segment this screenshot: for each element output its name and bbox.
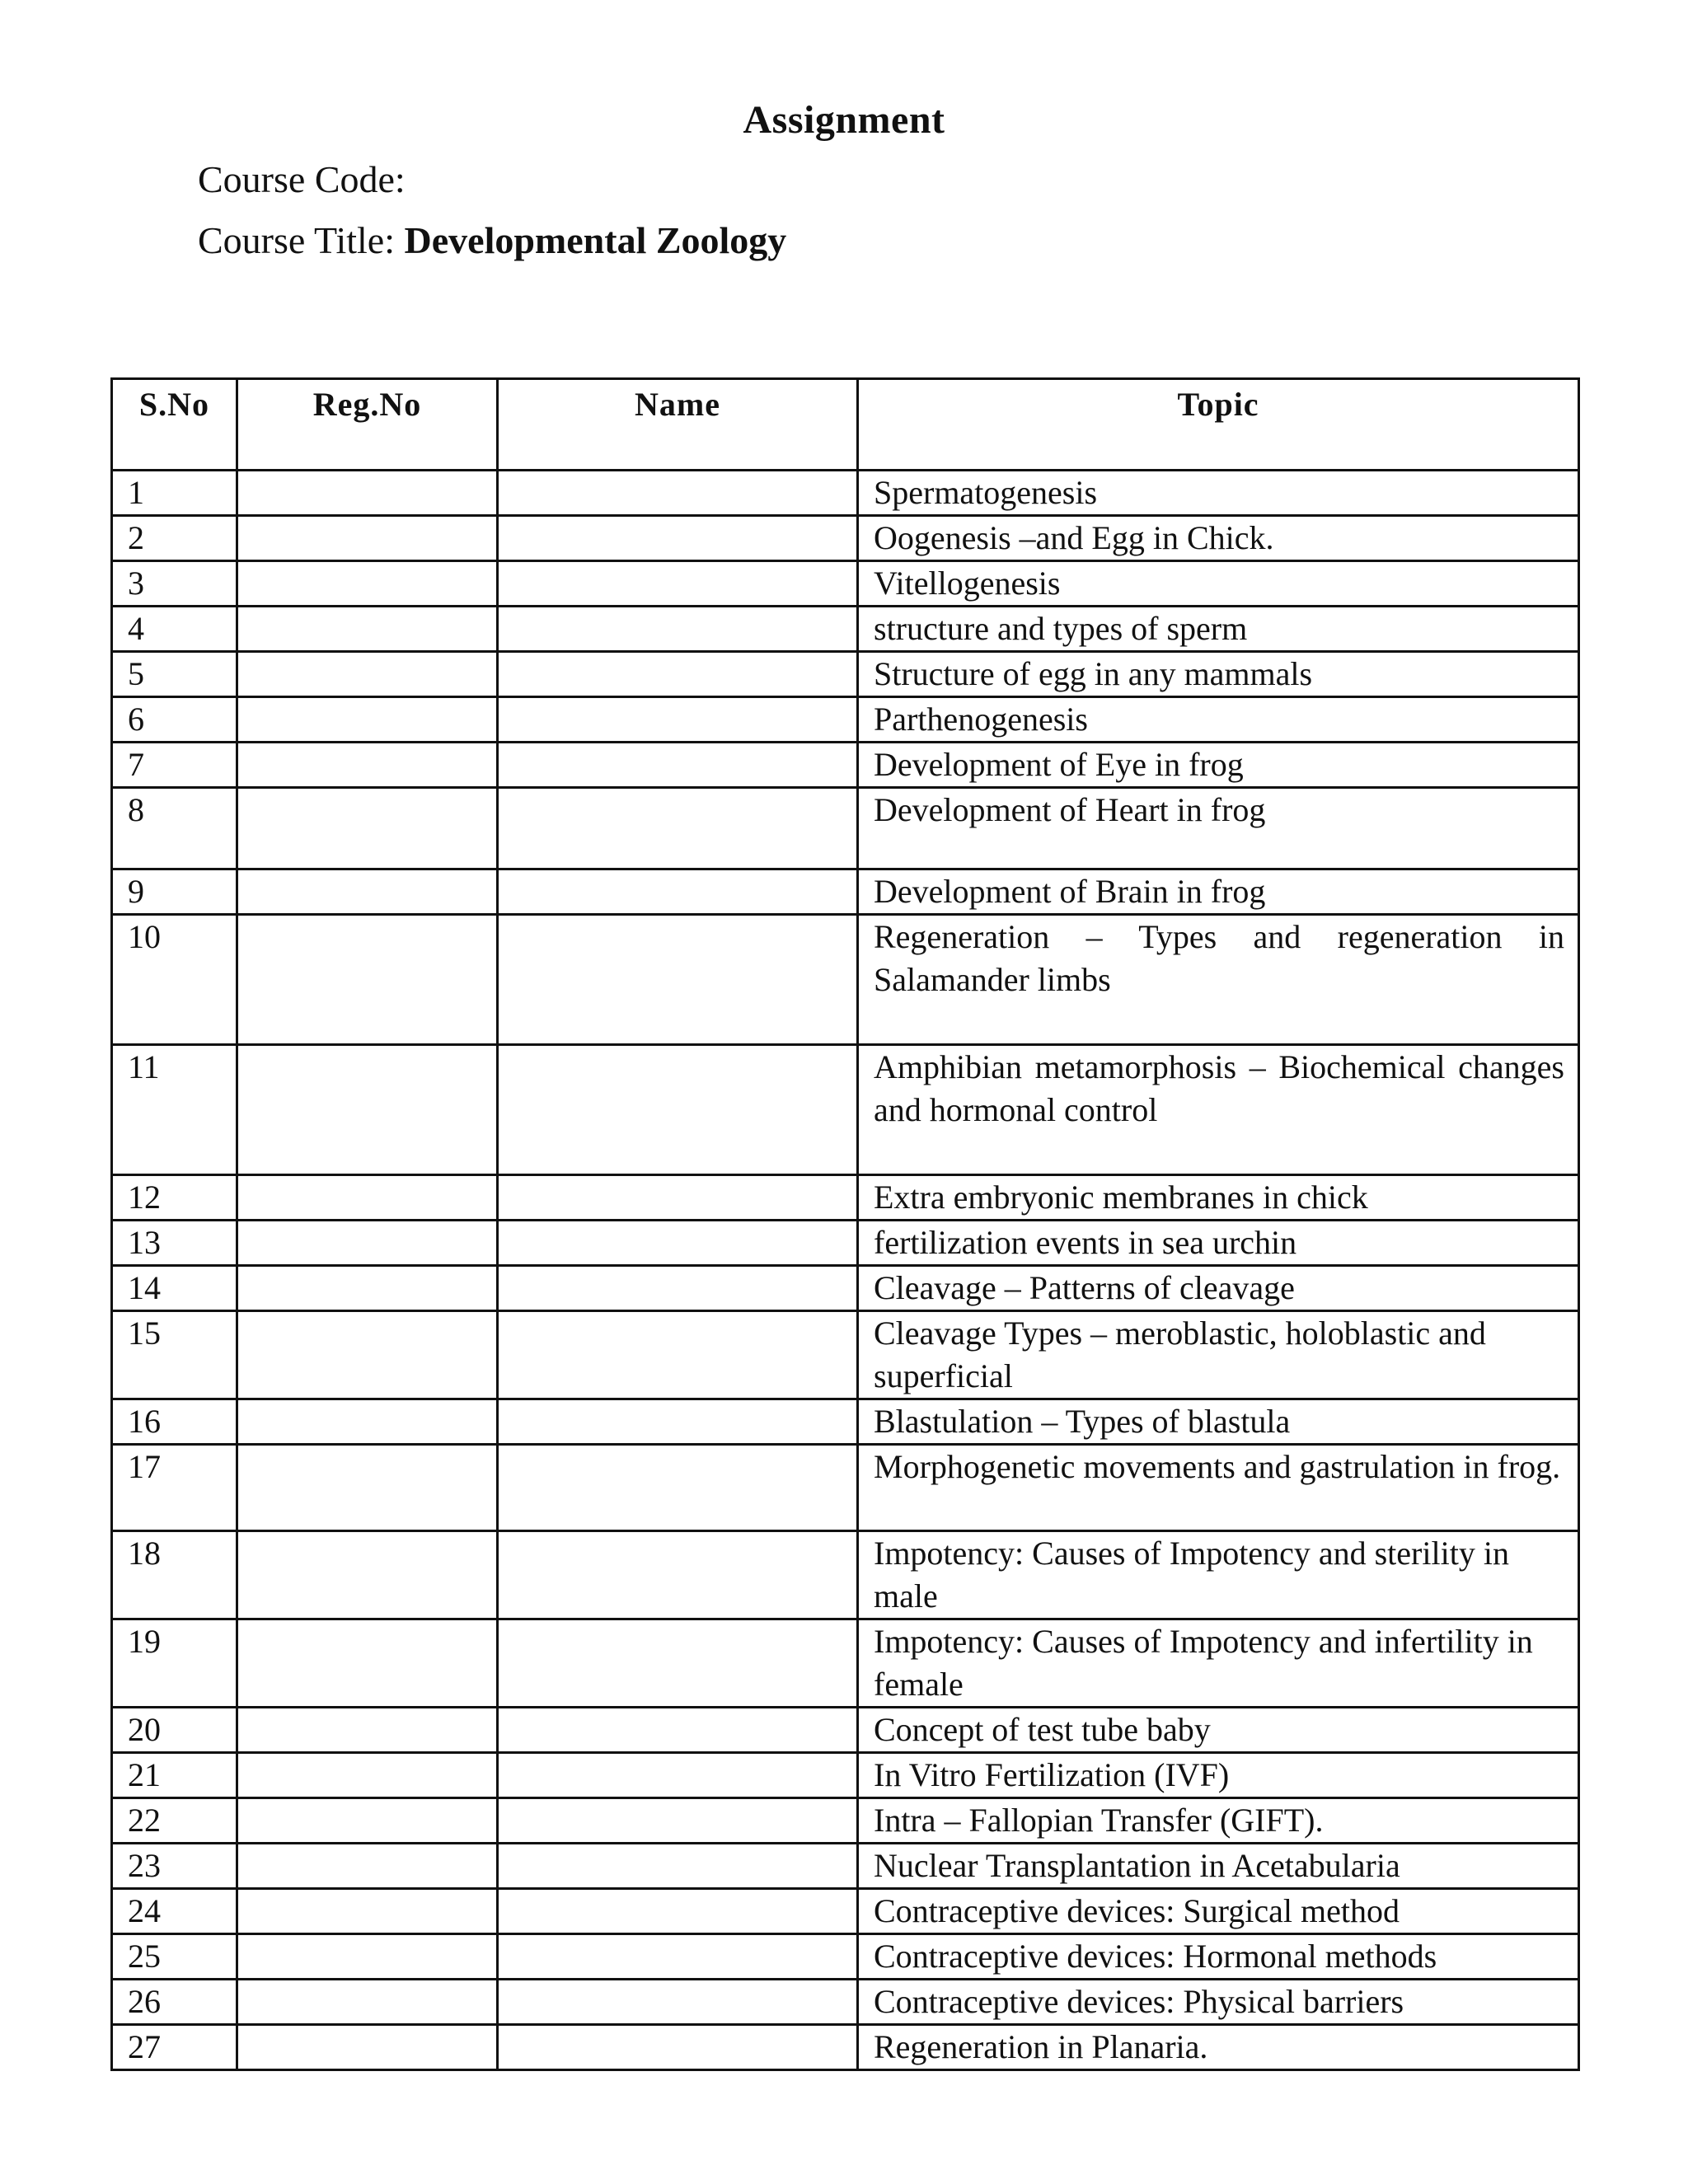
page-title: Assignment xyxy=(743,98,945,142)
name-cell xyxy=(498,1619,858,1708)
regno-cell xyxy=(237,2025,498,2070)
name-cell xyxy=(498,1889,858,1934)
table-row xyxy=(112,869,1579,915)
topic-cell: Impotency: Causes of Impotency and infertility in female xyxy=(858,1619,1579,1708)
regno-cell xyxy=(237,607,498,652)
sno-cell: 15 xyxy=(112,1311,237,1399)
regno-cell xyxy=(237,1934,498,1980)
name-cell xyxy=(498,1708,858,1753)
course-code-line xyxy=(198,155,406,204)
topic-cell: Cleavage – Patterns of cleavage xyxy=(858,1266,1579,1311)
sno-cell: 20 xyxy=(112,1708,237,1753)
regno-cell xyxy=(237,869,498,915)
name-cell xyxy=(498,652,858,697)
name-cell xyxy=(498,1844,858,1889)
table-row xyxy=(112,743,1579,788)
table-row xyxy=(112,1221,1579,1266)
name-cell xyxy=(498,1311,858,1399)
regno-cell xyxy=(237,561,498,607)
name-cell xyxy=(498,1980,858,2025)
topic-cell: Spermatogenesis xyxy=(858,471,1579,516)
regno-cell xyxy=(237,1531,498,1619)
name-cell xyxy=(498,869,858,915)
column-header-topic: Topic xyxy=(858,379,1579,471)
topic-cell: Development of Brain in frog xyxy=(858,869,1579,915)
topic-cell: Contraceptive devices: Surgical method xyxy=(858,1889,1579,1934)
table-row xyxy=(112,697,1579,743)
regno-cell xyxy=(237,1844,498,1889)
table-row xyxy=(112,1753,1579,1798)
sno-cell: 21 xyxy=(112,1753,237,1798)
sno-cell: 13 xyxy=(112,1221,237,1266)
sno-cell: 10 xyxy=(112,915,237,1045)
name-cell xyxy=(498,743,858,788)
topic-cell: In Vitro Fertilization (IVF) xyxy=(858,1753,1579,1798)
sno-cell: 6 xyxy=(112,697,237,743)
regno-cell xyxy=(237,652,498,697)
regno-cell xyxy=(237,1619,498,1708)
course-title-label: Course Title: xyxy=(198,219,396,261)
regno-cell xyxy=(237,1445,498,1531)
name-cell xyxy=(498,915,858,1045)
topic-cell: Parthenogenesis xyxy=(858,697,1579,743)
regno-cell xyxy=(237,697,498,743)
sno-cell: 3 xyxy=(112,561,237,607)
sno-cell: 25 xyxy=(112,1934,237,1980)
sno-cell: 23 xyxy=(112,1844,237,1889)
name-cell xyxy=(498,1221,858,1266)
sno-cell: 18 xyxy=(112,1531,237,1619)
table-row xyxy=(112,915,1579,1045)
name-cell xyxy=(498,788,858,869)
name-cell xyxy=(498,561,858,607)
table-row xyxy=(112,1934,1579,1980)
table-header-row xyxy=(112,379,1579,471)
name-cell xyxy=(498,1753,858,1798)
name-cell xyxy=(498,607,858,652)
table-row xyxy=(112,516,1579,561)
name-cell xyxy=(498,1934,858,1980)
regno-cell xyxy=(237,516,498,561)
table-row xyxy=(112,1798,1579,1844)
name-cell xyxy=(498,1798,858,1844)
name-cell xyxy=(498,516,858,561)
regno-cell xyxy=(237,1798,498,1844)
topic-cell: structure and types of sperm xyxy=(858,607,1579,652)
regno-cell xyxy=(237,1221,498,1266)
topic-cell: Contraceptive devices: Physical barriers xyxy=(858,1980,1579,2025)
table-row xyxy=(112,1708,1579,1753)
column-header-regno: Reg.No xyxy=(237,379,498,471)
name-cell xyxy=(498,2025,858,2070)
table-row xyxy=(112,652,1579,697)
course-title-line xyxy=(198,216,786,265)
sno-cell: 7 xyxy=(112,743,237,788)
regno-cell xyxy=(237,1708,498,1753)
topic-cell: Morphogenetic movements and gastrulation in frog. xyxy=(858,1445,1579,1531)
sno-cell: 16 xyxy=(112,1399,237,1445)
regno-cell xyxy=(237,1399,498,1445)
regno-cell xyxy=(237,1889,498,1934)
regno-cell xyxy=(237,743,498,788)
sno-cell: 8 xyxy=(112,788,237,869)
topic-cell: Blastulation – Types of blastula xyxy=(858,1399,1579,1445)
topic-cell: Oogenesis –and Egg in Chick. xyxy=(858,516,1579,561)
table-row xyxy=(112,607,1579,652)
name-cell xyxy=(498,697,858,743)
name-cell xyxy=(498,1399,858,1445)
table-row xyxy=(112,1399,1579,1445)
topic-cell: fertilization events in sea urchin xyxy=(858,1221,1579,1266)
topic-cell: Development of Eye in frog xyxy=(858,743,1579,788)
table-row xyxy=(112,1619,1579,1708)
table-row xyxy=(112,1445,1579,1531)
name-cell xyxy=(498,1045,858,1175)
topic-cell: Cleavage Types – meroblastic, holoblastic and superficial xyxy=(858,1311,1579,1399)
name-cell xyxy=(498,1445,858,1531)
table-row xyxy=(112,1175,1579,1221)
sno-cell: 27 xyxy=(112,2025,237,2070)
course-code-label: Course Code: xyxy=(198,158,406,200)
regno-cell xyxy=(237,1980,498,2025)
assignment-table xyxy=(110,377,1580,2071)
topic-cell: Extra embryonic membranes in chick xyxy=(858,1175,1579,1221)
table-row xyxy=(112,1889,1579,1934)
table-row xyxy=(112,1266,1579,1311)
regno-cell xyxy=(237,1266,498,1311)
name-cell xyxy=(498,1531,858,1619)
sno-cell: 19 xyxy=(112,1619,237,1708)
sno-cell: 9 xyxy=(112,869,237,915)
sno-cell: 2 xyxy=(112,516,237,561)
column-header-name: Name xyxy=(498,379,858,471)
table-row xyxy=(112,561,1579,607)
table-row xyxy=(112,1844,1579,1889)
topic-cell: Concept of test tube baby xyxy=(858,1708,1579,1753)
sno-cell: 24 xyxy=(112,1889,237,1934)
sno-cell: 11 xyxy=(112,1045,237,1175)
regno-cell xyxy=(237,1045,498,1175)
table-row xyxy=(112,2025,1579,2070)
sno-cell: 4 xyxy=(112,607,237,652)
table-row xyxy=(112,788,1579,869)
regno-cell xyxy=(237,1175,498,1221)
column-header-sno: S.No xyxy=(112,379,237,471)
table-row xyxy=(112,1531,1579,1619)
regno-cell xyxy=(237,915,498,1045)
sno-cell: 12 xyxy=(112,1175,237,1221)
table-row xyxy=(112,1045,1579,1175)
topic-cell: Development of Heart in frog xyxy=(858,788,1579,869)
sno-cell: 14 xyxy=(112,1266,237,1311)
regno-cell xyxy=(237,1753,498,1798)
topic-cell: Regeneration in Planaria. xyxy=(858,2025,1579,2070)
topic-cell: Nuclear Transplantation in Acetabularia xyxy=(858,1844,1579,1889)
topic-cell: Impotency: Causes of Impotency and sterility in male xyxy=(858,1531,1579,1619)
sno-cell: 26 xyxy=(112,1980,237,2025)
topic-cell: Vitellogenesis xyxy=(858,561,1579,607)
sno-cell: 17 xyxy=(112,1445,237,1531)
regno-cell xyxy=(237,1311,498,1399)
table-row xyxy=(112,1311,1579,1399)
topic-cell: Contraceptive devices: Hormonal methods xyxy=(858,1934,1579,1980)
sno-cell: 22 xyxy=(112,1798,237,1844)
topic-cell: Structure of egg in any mammals xyxy=(858,652,1579,697)
name-cell xyxy=(498,1266,858,1311)
topic-cell: Intra – Fallopian Transfer (GIFT). xyxy=(858,1798,1579,1844)
regno-cell xyxy=(237,471,498,516)
topic-cell: Amphibian metamorphosis – Biochemical changes and hormonal control xyxy=(858,1045,1579,1175)
regno-cell xyxy=(237,788,498,869)
table-row xyxy=(112,1980,1579,2025)
sno-cell: 1 xyxy=(112,471,237,516)
table-row xyxy=(112,471,1579,516)
sno-cell: 5 xyxy=(112,652,237,697)
name-cell xyxy=(498,1175,858,1221)
course-title-value: Developmental Zoology xyxy=(404,219,787,261)
topic-cell: Regeneration – Types and regeneration in Salamander limbs xyxy=(858,915,1579,1045)
name-cell xyxy=(498,471,858,516)
